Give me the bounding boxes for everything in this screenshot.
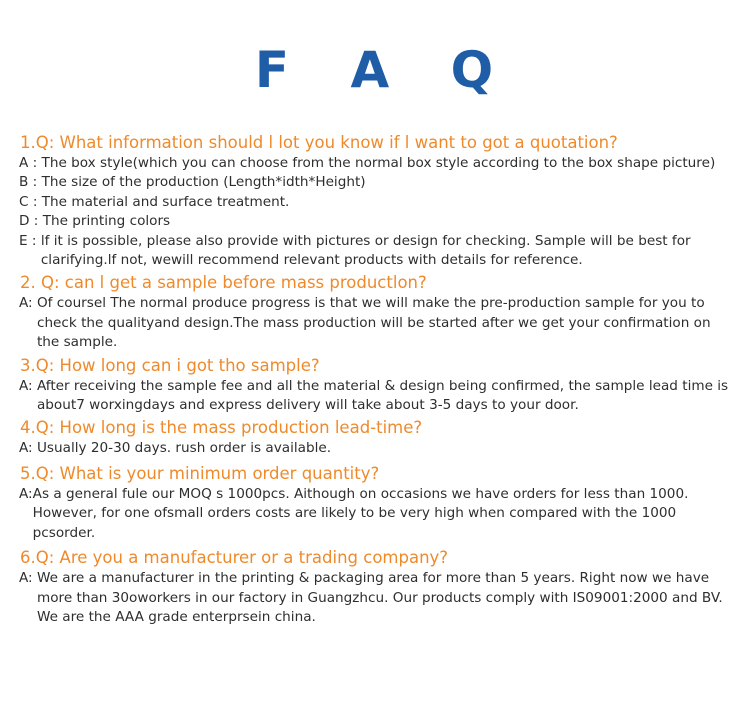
answer-text: The printing colors (42, 213, 171, 230)
answer-text: As a general fule our MOQ s 1000pcs. Aithough on occasions we have orders for less than 1000. However, for one ofsmall orders costs are likely to be very high when compared with the 1000 pcsorder. (32, 485, 689, 541)
faq-item-5 (19, 463, 729, 543)
faq-item-1 (19, 132, 729, 270)
faq-question: 1.Q: What information should l lot you know if l want to got a quotation? (20, 133, 618, 152)
answer-text: Of coursel The normal produce progress is that we will make the pre-production sample for you to check the qualityand design.The mass production will be started after we get your confirmation on the sample. (36, 295, 711, 351)
answer-prefix: C : (19, 193, 42, 210)
faq-answer-line (19, 154, 729, 173)
answer-prefix: D : (19, 213, 43, 230)
answer-text: lf it is possible, please also provide with pictures or design for checking. Sample will be best for clarifying.lf not, wewill recommend relevant products with details for reference. (40, 232, 691, 269)
page-title: F A Q (254, 41, 516, 99)
faq-item-4 (19, 417, 729, 458)
faq-item-6 (19, 547, 729, 627)
answer-text: After receiving the sample fee and all the material & design being confirmed, the sample lead time is about7 worxingdays and express delivery will take about 3-5 days to your door. (36, 377, 729, 414)
faq-answer-line (19, 294, 729, 352)
answer-prefix: B : (19, 174, 42, 191)
faq-answer-line (19, 439, 729, 458)
answer-prefix: E : (19, 232, 41, 249)
faq-answer-line (19, 173, 729, 192)
answer-prefix: A: (19, 377, 37, 394)
faq-answer-line (19, 485, 729, 543)
faq-answer-line (19, 212, 729, 231)
faq-question: 4.Q: How long is the mass production lead-time? (20, 418, 423, 438)
faq-question: 6.Q: Are you a manufacturer or a trading company? (20, 548, 449, 568)
answer-text: The box style(which you can choose from the normal box style according to the box shape picture) (41, 155, 716, 171)
answer-text: The size of the production (Length*idth*Height) (41, 174, 366, 191)
faq-answer-line (19, 569, 729, 627)
answer-text: Usually 20-30 days. rush order is available. (36, 440, 332, 457)
faq-answer-line (19, 377, 729, 416)
faq-item-2 (19, 272, 729, 352)
faq-question: 3.Q: How long can i got tho sample? (20, 355, 320, 375)
answer-text: The material and surface treatment. (41, 193, 290, 210)
faq-answer-line (19, 193, 729, 212)
faq-item-3 (19, 355, 729, 416)
answer-prefix: A: (19, 295, 37, 312)
faq-answer-line (19, 232, 729, 271)
answer-prefix: A : (19, 155, 42, 171)
answer-prefix: A: (19, 440, 37, 457)
answer-prefix: A: (19, 570, 37, 587)
answer-prefix: A: (19, 485, 33, 502)
faq-list (19, 132, 729, 627)
faq-question: 5.Q: What is your minimum order quantity? (20, 463, 380, 483)
answer-text: We are a manufacturer in the printing & packaging area for more than 5 years. Right now we have more than 30oworkers in our factory in Guangzhcu. Our products comply with IS09001:2000 and BV. We are the AAA grade enterprsein china. (36, 570, 723, 625)
faq-question: 2. Q: can l get a sample before mass productlon? (20, 273, 427, 293)
